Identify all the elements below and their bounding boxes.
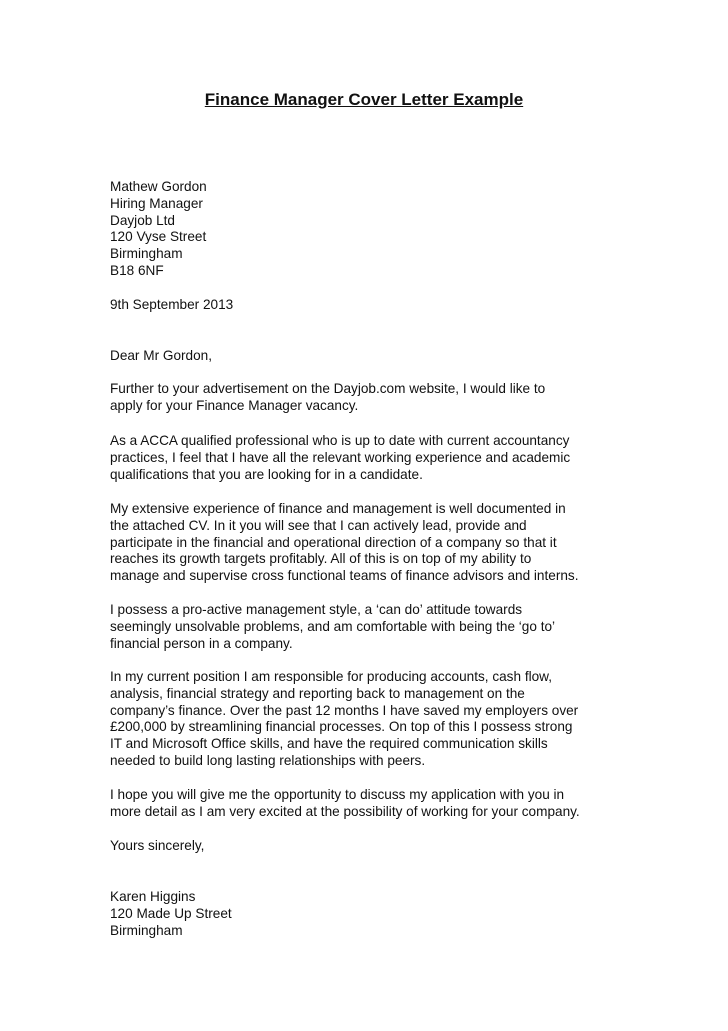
paragraph-line: more detail as I am very excited at the possibility of working for your company. [110, 803, 580, 819]
paragraph-line: participate in the financial and operational direction of a company so that it [110, 534, 557, 550]
date-text: 9th September 2013 [110, 297, 234, 312]
paragraph-line: the attached CV. In it you will see that I can actively lead, provide and [110, 517, 527, 533]
signature-line: Birmingham [110, 922, 183, 938]
paragraph-4 [110, 602, 640, 652]
paragraph-6 [110, 787, 640, 821]
paragraph-line: Further to your advertisement on the Dayjob.com website, I would like to [110, 381, 546, 396]
paragraph-line: £200,000 by streamlining financial processes. On top of this I possess strong [110, 719, 573, 735]
paragraph-1 [110, 381, 640, 415]
paragraph-line: In my current position I am responsible for producing accounts, cash flow, [110, 669, 553, 684]
recipient-line: 120 Vyse Street [110, 229, 207, 245]
paragraph-5 [110, 669, 640, 770]
paragraph-line: My extensive experience of finance and management is well documented in [110, 501, 566, 516]
salutation [110, 348, 640, 365]
recipient-line: B18 6NF [110, 262, 164, 278]
paragraph-line: needed to build long lasting relationships with peers. [110, 752, 426, 768]
paragraph-line: apply for your Finance Manager vacancy. [110, 397, 359, 413]
recipient-line: Hiring Manager [110, 195, 203, 211]
salutation-text: Dear Mr Gordon, [110, 348, 212, 363]
paragraph-2 [110, 433, 640, 483]
paragraph-line: IT and Microsoft Office skills, and have the required communication skills [110, 736, 548, 752]
signature-line: Karen Higgins [110, 889, 196, 904]
recipient-line: Birmingham [110, 246, 183, 262]
signature-block [110, 889, 640, 939]
recipient-line: Dayjob Ltd [110, 212, 175, 228]
paragraph-line: financial person in a company. [110, 635, 293, 651]
paragraph-line: practices, I feel that I have all the relevant working experience and academic [110, 449, 571, 465]
page-title: Finance Manager Cover Letter Example [204, 90, 524, 109]
letter-date [110, 297, 640, 314]
recipient-line: Mathew Gordon [110, 179, 207, 194]
paragraph-line: As a ACCA qualified professional who is up to date with current accountancy [110, 433, 570, 448]
paragraph-line: qualifications that you are looking for in a candidate. [110, 466, 423, 482]
closing [110, 838, 640, 855]
paragraph-line: I hope you will give me the opportunity to discuss my application with you in [110, 787, 565, 802]
paragraph-3 [110, 501, 640, 585]
paragraph-line: analysis, financial strategy and reporting back to management on the [110, 685, 525, 701]
paragraph-line: manage and supervise cross functional teams of finance advisors and interns. [110, 568, 579, 584]
paragraph-line: company’s finance. Over the past 12 months I have saved my employers over [110, 702, 579, 718]
paragraph-line: reaches its growth targets profitably. All of this is on top of my ability to [110, 551, 532, 567]
recipient-address [110, 179, 640, 280]
paragraph-line: seemingly unsolvable problems, and am comfortable with being the ‘go to’ [110, 618, 556, 634]
signature-line: 120 Made Up Street [110, 905, 232, 921]
closing-text: Yours sincerely, [110, 838, 205, 853]
paragraph-line: I possess a pro-active management style, a ‘can do’ attitude towards [110, 602, 523, 617]
